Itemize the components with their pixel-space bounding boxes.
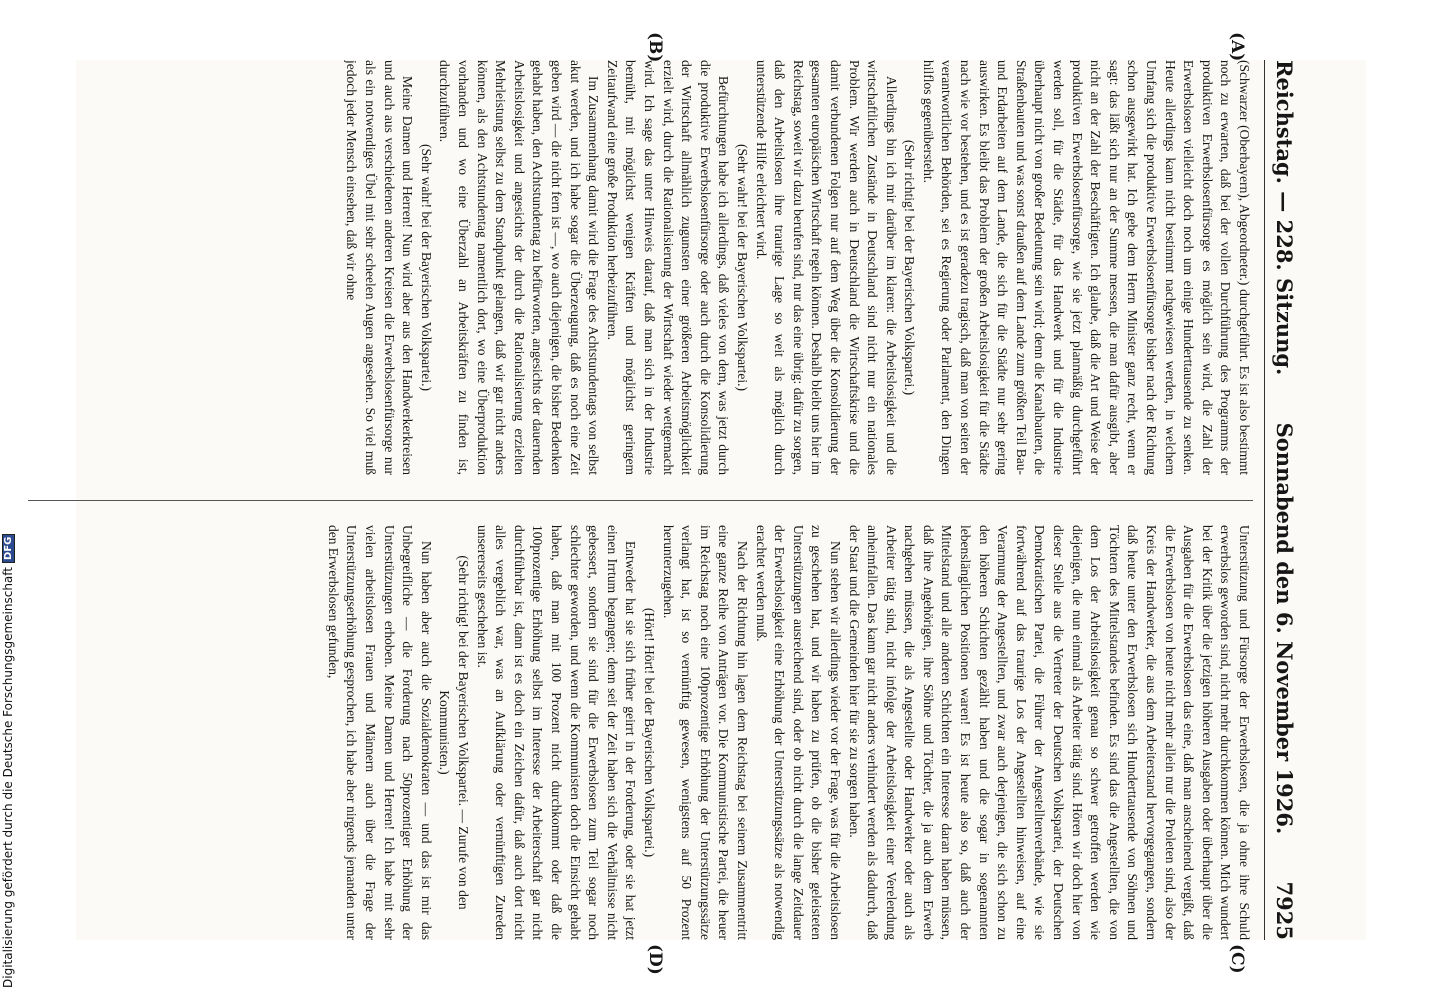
column-divider (28, 500, 1253, 501)
margin-marker-d: (D) (645, 944, 665, 975)
interjection: (Sehr richtig! bei der Bayerischen Volkspartei. — Zurufe von den Kommunisten.) (437, 555, 472, 910)
header-page-number: 7925 (1272, 881, 1298, 940)
paragraph: Nach der Richtung hin lagen dem Reichstag bei seinem Zusammentritt eine ganze Reihe von Anträgen vor. Die Kommunistische Partei, die heuer im Reichstag noch eine 100prozentige Erhöhung der Unterstützungssätze verlangt hat, ist so vernünftig gewesen, wenigstens auf 50 Prozent herunterzugehen. (660, 525, 750, 940)
paragraph: Entweder hat sie sich früher geirrt in der Forderung, oder sie hat jetzt einen Irrtum begangen; denn seit der Zeit haben sich die Verhältnisse nicht gebessert, sondern sie sind für die Erwerbslosen zum Teil sogar noch schlechter geworden, und wenn die Kommunisten doch die Einsicht gehabt haben, daß man mit 100 Prozent nicht durchkommt oder daß die 100prozentige Erhöhung selbst im Interesse der Arbeiterschaft gar nicht durchführbar ist, dann ist es doch ein Zeichen dafür, daß auch dort nicht alles vergeblich war, was an Aufklärung oder vernünftigen Zureden unsererseits geschehen ist. (474, 525, 639, 940)
margin-marker-b: (B) (645, 32, 665, 63)
margin-marker-a: (A) (1227, 32, 1247, 62)
rotated-page (15, 32, 1305, 975)
paragraph: Im Zusammenhang damit wird die Frage des Achtstundentags von selbst akut werden, und ich habe sogar die Überzeugung, daß es noch eine Zeit geben wird — die nicht fern ist —, wo auch diejenigen, die bisher Bedenken gehabt haben, den Achtstundentag zu befürworten, angesichts der dauernden Arbeitslosigkeit und angesichts der durch die Rationalisierung erzielten Mehrleistung selbst zu dem Standpunkt gelangen, daß wir gar nicht anders können, als den Achtstundentag namentlich dort, wo eine Überproduktion vorhanden und wo eine Überzahl an Arbeitskräften zu finden ist, durchzuführen. (437, 60, 602, 475)
header-center: Sonnabend den 6. November 1926. (1272, 422, 1298, 835)
paragraph: Allerdings bin ich mir darüber im klaren: die Arbeitslosigkeit und die wirtschaftlichen Zustände in Deutschland sind nicht nur ein nationales Problem. Wir werden auch in Deutschland die Wirtschaftskrise und die damit verbundenen Folgen nur auf dem Weg über die Konsolidierung der gesamten europäischen Wirtschaft regeln können. Deshalb bleibt uns hier im Reichstag, soweit wir dazu berufen sind, nur das eine übrig: dafür zu sorgen, daß den Arbeitslosen ihre traurige Lage so weit als möglich durch unterstützende Hilfe erleichtert wird. (753, 60, 899, 475)
digitization-watermark (0, 0, 16, 996)
page-header (1264, 60, 1305, 940)
interjection: (Sehr richtig! bei der Bayerischen Volkspartei.) (902, 139, 918, 396)
paragraph: Nun stehen wir allerdings wieder vor der Frage, was für die Arbeitslosen zu geschehen hat, und wir haben zu prüfen, ob die bisher geleisteten Unterstützungen ausreichend sind, oder ob nicht durch die lange Zeitdauer der Erwerbslosigkeit eine Erhöhung der Unterstützungssätze als notwendig erachtet werden muß. (753, 525, 843, 940)
watermark-text: Digitalisierung gefördert durch die Deutsche Forschungsgemeinschaft (1, 566, 15, 988)
interjection: (Sehr wahr! bei der Bayerischen Volkspartei.) (418, 144, 434, 391)
left-column (28, 60, 1253, 475)
interjection: (Hört! Hört! bei der Bayerischen Volkspartei.) (642, 607, 657, 858)
margin-marker-c: (C) (1227, 944, 1247, 974)
dfg-logo: DFG (2, 534, 15, 563)
header-left: Reichstag. — 228. Sitzung. (1272, 60, 1298, 376)
right-column (28, 525, 1253, 940)
paragraph: Meine Damen und Herren! Nun wird aber aus den Handwerkerkreisen und auch aus verschiedenen anderen Kreisen die Erwerbslosenfürsorge nur als ein notwendiges Übel mit sehr scheelen Augen angesehen. So viel muß jedoch jeder Mensch einsehen, daß wir ohne (344, 60, 416, 475)
interjection: (Sehr wahr! bei der Bayerischen Volkspartei.) (734, 144, 750, 391)
paragraph: Unterstützung und Fürsorge der Erwerbslosen, die ja ohne ihre Schuld erwerbslos geworden sind, nicht mehr durchkommen können. Mich wundert bei der Kritik über die jetzigen höheren Ausgaben oder überhaupt über die Ausgaben für die Erwerbslosen das eine, daß man anscheinend vergißt, daß die Erwerbslosen von heute nicht mehr allein nur die Proleten sind, also der Kreis der Handwerker, die aus dem Arbeiterstand hervorgegangen, sondern daß heute unter den Erwerbslosen sich Hunderttausende von Söhnen und Töchtern des Mittelstandes befinden. Es sind das die Angestellten, die von dem Los der Arbeitslosigkeit genau so schwer getroffen werden wie diejenigen, die nun einmal als Arbeiter tätig sind. Hören wir doch hier von dieser Stelle aus die Vertreter der Deutschen Volkspartei, der Deutschen Demokratischen Partei, die Führer der Angestelltenverbände, wie sie fortwährend auf das traurige Los der Angestellten hinweisen, auf eine Verarmung der Angestellten, und zwar auch derjenigen, die sich schon zu den höheren Schichten gezählt haben und die sogar in sogenannten lebenslänglichen Positionen waren! Es ist heute also so, daß auch der Mittelstand und alle anderen Schichten ein Interesse daran haben müssen, daß ihre Angehörigen, ihre Söhne und Töchter, die ja auch dem Erwerb nachgehen müssen, die als Angestellte oder Handwerker oder auch als Arbeiter tätig sind, nicht infolge der Arbeitslosigkeit einer Verelendung anheimfallen. Das kann gar nicht anders verhindert werden als dadurch, daß der Staat und die Gemeinden hier für sie zu sorgen haben. (846, 525, 1252, 940)
paragraph: (Schwarzer (Oberbayern), Abgeordneter.) durchgeführt. Es ist also bestimmt noch zu erwarten, daß bei der vollen Durchführung des Programms der produktiven Erwerbslosenfürsorge es möglich sein wird, die Zahl der Erwerbslosen vielleicht doch noch um einige Hunderttausende zu senken. Heute allerdings kann nicht bestimmt nachgewiesen werden, in welchem Umfang sich die produktive Erwerbslosenfürsorge bisher nach der Richtung schon ausgewirkt hat. Ich gebe dem Herrn Minister ganz recht, wenn er sagt: das läßt sich nur an der Summe messen, die man dafür ausgibt, aber nicht an der Zahl der Beschäftigten. Ich glaube, daß die Art und Weise der produktiven Erwerbslosenfürsorge, wie sie jetzt planmäßig durchgeführt werden soll, für die Städte, für das Handwerk und für die Industrie überhaupt nicht von großer Bedeutung sein wird; denn die Kanalbauten, die Straßenbauten und was sonst draußen auf dem Lande zum größten Teil Bau- und Erdarbeiten auf dem Lande, die sich für die Städte nur sehr gering auswirken. Es bleibt das Problem der großen Arbeitslosigkeit für die Städte nach wie vor bestehen, und es ist geradezu tragisch, daß man von seiten der verantwortlichen Behörden, sei es Regierung oder Parlament, den Dingen hilflos gegenübersteht. (920, 60, 1252, 475)
paragraph: Befürchtungen habe ich allerdings, daß vieles von dem, was jetzt durch die produktive Erwerbslosenfürsorge oder auch durch die Konsolidierung der Wirtschaft allmählich zugunsten einer größeren Arbeitsmöglichkeit erzielt wird, durch die Rationalisierung der Wirtschaft wieder wettgemacht wird. Ich sage das unter Hinweis darauf, daß man sich in der Industrie bemüht, mit möglichst wenigen Kräften und möglichst geringem Zeitaufwand eine große Produktion herbeizuführen. (604, 60, 732, 475)
paragraph: Nun haben aber auch die Sozialdemokraten — und das ist mir das Unbegreifliche — die Forderung nach 50prozentiger Erhöhung der Unterstützungen erhoben. Meine Damen und Herren! Ich habe mit sehr vielen arbeitslosen Frauen und Männern auch über die Frage der Unterstützungserhöhung gesprochen, ich habe aber nirgends jemanden unter den Erwerbslosen gefunden, (325, 525, 434, 940)
